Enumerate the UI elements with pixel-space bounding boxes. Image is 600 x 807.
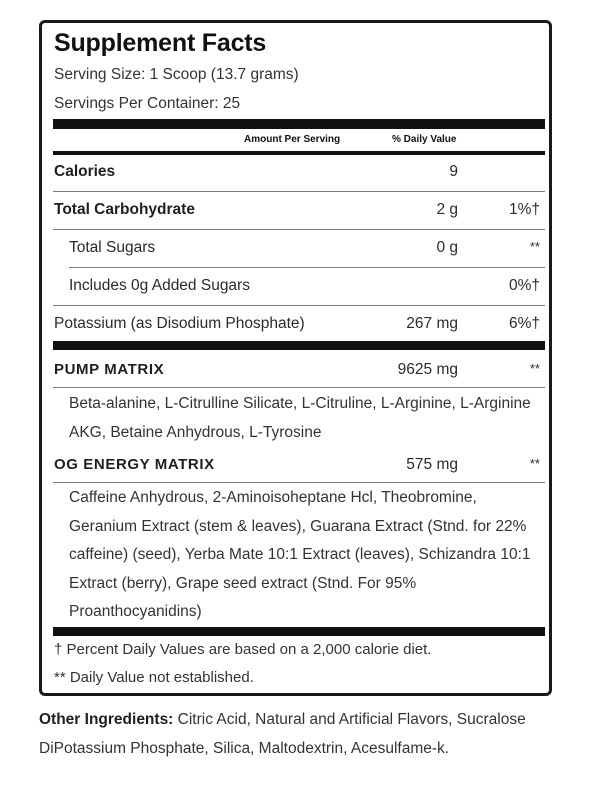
panel-title: Supplement Facts bbox=[54, 29, 267, 57]
other-ingredients bbox=[39, 705, 559, 763]
row-divider bbox=[53, 482, 545, 483]
blend-name-pump-matrix: PUMP MATRIX bbox=[54, 361, 165, 378]
blend-amount-og-energy-matrix: 575 mg bbox=[406, 456, 458, 473]
serving-size: Serving Size: 1 Scoop (13.7 grams) bbox=[54, 66, 299, 83]
blend-ingredients-pump-matrix: Beta-alanine, L-Citrulline Silicate, L-Citruline, L-Arginine, L-Arginine AKG, Betaine Anhydrous, L-Tyrosine bbox=[69, 395, 531, 441]
row-dv-total-carbohydrate: 1%† bbox=[508, 201, 540, 218]
row-dv-potassium: 6%† bbox=[508, 315, 540, 332]
header-daily-value: % Daily Value bbox=[392, 134, 457, 145]
header-amount-per-serving: Amount Per Serving bbox=[244, 134, 341, 145]
medium-divider bbox=[53, 151, 545, 155]
thick-divider bbox=[53, 119, 545, 129]
other-ingredients-label: Other Ingredients: bbox=[39, 711, 174, 728]
row-divider bbox=[53, 191, 545, 192]
row-divider bbox=[69, 267, 545, 268]
row-label-calories: Calories bbox=[54, 163, 116, 180]
thick-divider bbox=[53, 627, 545, 636]
thick-divider bbox=[53, 341, 545, 350]
blend-dv-pump-matrix: ** bbox=[529, 361, 540, 376]
footnote-daily-values: † Percent Daily Values are based on a 2,000 calorie diet. bbox=[54, 641, 432, 658]
row-dv-total-sugars: ** bbox=[529, 239, 540, 254]
row-divider bbox=[53, 387, 545, 388]
footnote-not-established: ** Daily Value not established. bbox=[54, 669, 254, 686]
row-amount-total-carbohydrate: 2 g bbox=[436, 201, 458, 218]
row-dv-added-sugars: 0%† bbox=[508, 277, 540, 294]
servings-per-container: Servings Per Container: 25 bbox=[54, 95, 241, 112]
row-label-total-carbohydrate: Total Carbohydrate bbox=[54, 201, 195, 218]
blend-dv-og-energy-matrix: ** bbox=[529, 456, 540, 471]
blend-ingredients-og-energy-matrix: Caffeine Anhydrous, 2-Aminoisoheptane Hcl, Theobromine, Geranium Extract (stem & leaves), Guarana Extract (Stnd. for 22% caffeine) (seed), Yerba Mate 10:1 Extract (leaves), Schizandra 10:1 Extract (berry), Grape seed extract (Stnd. For 95% Proanthocyanidins) bbox=[69, 489, 531, 620]
row-label-potassium: Potassium (as Disodium Phosphate) bbox=[54, 315, 305, 332]
row-amount-total-sugars: 0 g bbox=[436, 239, 458, 256]
row-amount-potassium: 267 mg bbox=[406, 315, 458, 332]
row-divider bbox=[53, 305, 545, 306]
row-divider bbox=[53, 229, 545, 230]
blend-name-og-energy-matrix: OG ENERGY MATRIX bbox=[54, 456, 215, 473]
blend-amount-pump-matrix: 9625 mg bbox=[397, 361, 458, 378]
row-amount-calories: 9 bbox=[449, 163, 458, 180]
other-ingredients-text: Citric Acid, Natural and Artificial Flavors, Sucralose DiPotassium Phosphate, Silica, Maltodextrin, Acesulfame-k. bbox=[39, 711, 526, 757]
row-label-total-sugars: Total Sugars bbox=[69, 239, 156, 256]
row-label-added-sugars: Includes 0g Added Sugars bbox=[69, 277, 250, 294]
